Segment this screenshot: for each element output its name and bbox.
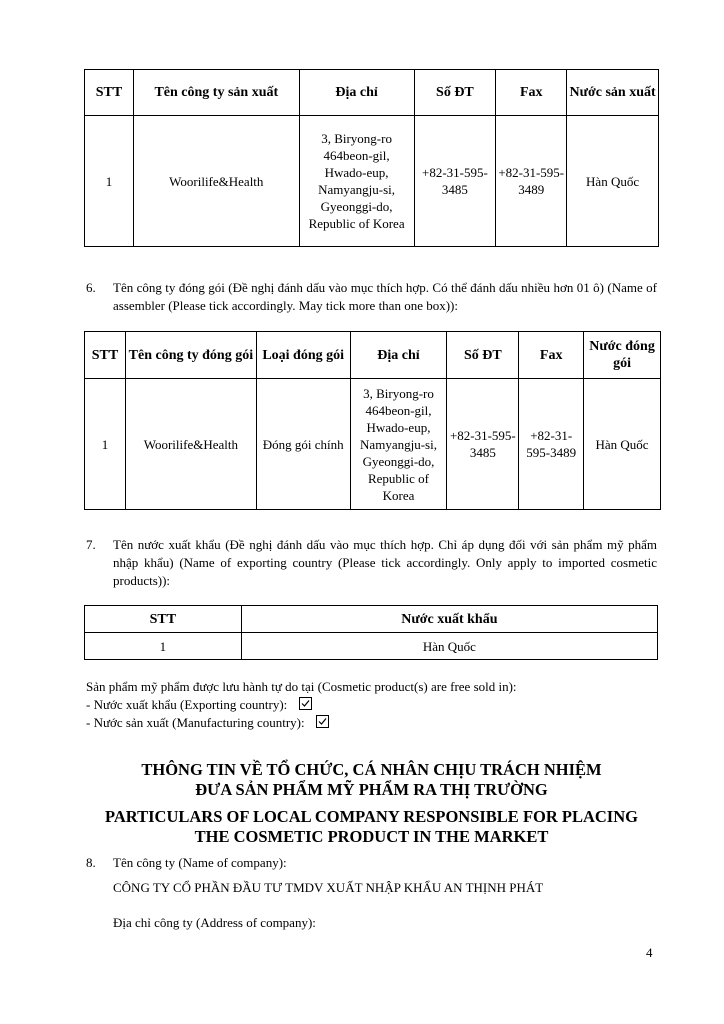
header-country: Nước đóng gói bbox=[584, 332, 661, 379]
check-icon bbox=[317, 716, 328, 727]
section-number: 6. bbox=[86, 280, 96, 295]
company-name-label: Tên công ty (Name of company): bbox=[113, 855, 287, 870]
cell-address: 3, Biryong-ro 464beon-gil, Hwado-eup, Namyangju-si, Gyeonggi-do, Republic of Korea bbox=[299, 116, 414, 247]
table-row bbox=[85, 633, 658, 660]
heading-en-line1: PARTICULARS OF LOCAL COMPANY RESPONSIBLE FOR PLACING bbox=[105, 807, 638, 826]
manufacturing-country-checkbox[interactable] bbox=[316, 715, 329, 728]
heading-vn-line2: ĐƯA SẢN PHẨM MỸ PHẨM RA THỊ TRƯỜNG bbox=[195, 780, 548, 799]
section-7 bbox=[86, 536, 657, 590]
cell-fax: +82-31-595-3489 bbox=[519, 379, 584, 510]
cell-stt: 1 bbox=[85, 379, 126, 510]
table-row bbox=[85, 379, 661, 510]
company-name-value: CÔNG TY CỔ PHẦN ĐẦU TƯ TMDV XUẤT NHẬP KHẨU AN THỊNH PHÁT bbox=[113, 880, 544, 895]
assembler-table bbox=[84, 331, 661, 510]
header-country: Nước sản xuất bbox=[567, 70, 659, 116]
exporting-country-label: - Nước xuất khẩu (Exporting country): bbox=[86, 697, 288, 712]
cell-phone: +82-31-595-3485 bbox=[414, 116, 496, 247]
cell-country: Hàn Quốc bbox=[241, 633, 657, 660]
heading-english bbox=[84, 807, 659, 847]
header-phone: Số ĐT bbox=[447, 332, 519, 379]
table-header-row bbox=[85, 332, 661, 379]
company-address-label: Địa chỉ công ty (Address of company): bbox=[113, 915, 316, 930]
exporting-country-table bbox=[84, 605, 658, 660]
cell-phone: +82-31-595-3485 bbox=[447, 379, 519, 510]
section-text: Tên công ty đóng gói (Đề nghị đánh dấu vào mục thích hợp. Có thể đánh dấu nhiều hơn 01 ô) (Name of assembler (Please tick accordingly. May tick more than one box)): bbox=[113, 280, 657, 313]
heading-en-line2: THE COSMETIC PRODUCT IN THE MARKET bbox=[194, 827, 549, 846]
heading-vn-line1: THÔNG TIN VỀ TỔ CHỨC, CÁ NHÂN CHỊU TRÁCH NHIỆM bbox=[141, 760, 602, 779]
cell-stt: 1 bbox=[85, 116, 134, 247]
section-6 bbox=[86, 279, 657, 315]
exporting-country-checkbox[interactable] bbox=[299, 697, 312, 710]
header-country: Nước xuất khẩu bbox=[241, 606, 657, 633]
table-row bbox=[85, 116, 659, 247]
header-type: Loại đóng gói bbox=[256, 332, 350, 379]
page-number: 4 bbox=[646, 945, 653, 960]
header-company: Tên công ty sản xuất bbox=[133, 70, 299, 116]
heading-vietnamese bbox=[84, 760, 659, 800]
manufacturing-country-line bbox=[86, 714, 329, 732]
cell-fax: +82-31-595-3489 bbox=[496, 116, 567, 247]
manufacturing-country-label: - Nước sản xuất (Manufacturing country): bbox=[86, 715, 305, 730]
cell-country: Hàn Quốc bbox=[584, 379, 661, 510]
check-icon bbox=[300, 698, 311, 709]
cell-company: Woorilife&Health bbox=[125, 379, 256, 510]
section-number: 7. bbox=[86, 537, 96, 552]
header-fax: Fax bbox=[519, 332, 584, 379]
table-header-row bbox=[85, 606, 658, 633]
header-stt: STT bbox=[85, 606, 242, 633]
manufacturer-table bbox=[84, 69, 659, 247]
table-header-row bbox=[85, 70, 659, 116]
free-sale-intro: Sản phẩm mỹ phẩm được lưu hành tự do tại (Cosmetic product(s) are free sold in): bbox=[86, 679, 517, 694]
exporting-country-line bbox=[86, 696, 312, 714]
cell-address: 3, Biryong-ro 464beon-gil, Hwado-eup, Namyangju-si, Gyeonggi-do, Republic of Korea bbox=[350, 379, 447, 510]
cell-type: Đóng gói chính bbox=[256, 379, 350, 510]
header-stt: STT bbox=[85, 332, 126, 379]
header-fax: Fax bbox=[496, 70, 567, 116]
section-text: Tên nước xuất khẩu (Đề nghị đánh dấu vào mục thích hợp. Chỉ áp dụng đối với sản phẩm mỹ phẩm nhập khẩu) (Name of exporting country (Please tick accordingly. Only apply to imported cosmetic products)): bbox=[113, 537, 657, 588]
header-stt: STT bbox=[85, 70, 134, 116]
cell-company: Woorilife&Health bbox=[133, 116, 299, 247]
header-company: Tên công ty đóng gói bbox=[125, 332, 256, 379]
header-phone: Số ĐT bbox=[414, 70, 496, 116]
header-address: Địa chỉ bbox=[299, 70, 414, 116]
header-address: Địa chỉ bbox=[350, 332, 447, 379]
cell-stt: 1 bbox=[85, 633, 242, 660]
cell-country: Hàn Quốc bbox=[567, 116, 659, 247]
section-8-number: 8. bbox=[86, 855, 96, 870]
